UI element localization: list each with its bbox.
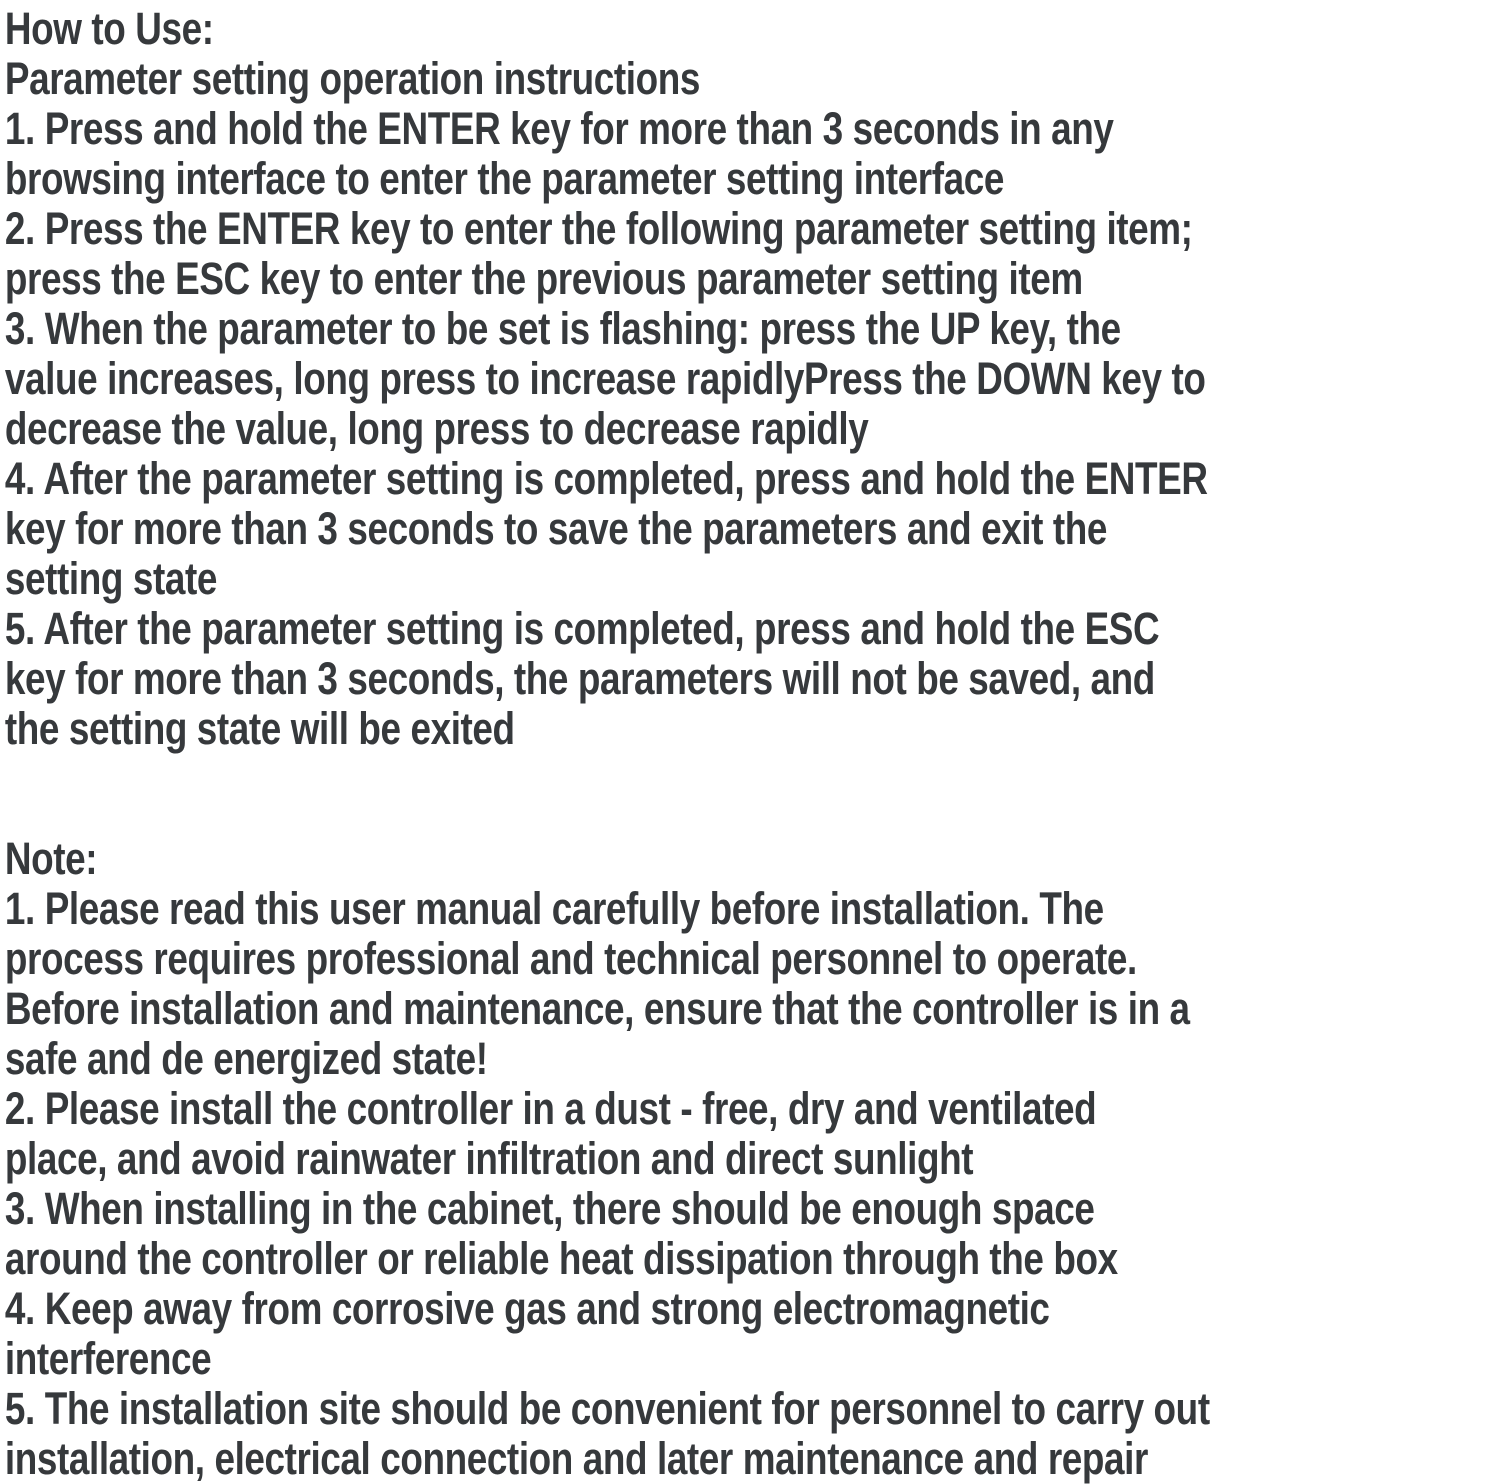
text-line: setting state [4, 553, 217, 604]
text-line: 1. Please read this user manual carefully before installation. The [4, 883, 1104, 934]
text-line: Parameter setting operation instructions [4, 53, 701, 104]
text-line: Note: [4, 833, 98, 884]
text-line: 1. Press and hold the ENTER key for more than 3 seconds in any [4, 103, 1114, 154]
text-line: 5. The installation site should be convenient for personnel to carry out [4, 1383, 1210, 1434]
text-line: installation, electrical connection and later maintenance and repair [4, 1433, 1148, 1484]
text-line: the setting state will be exited [4, 703, 515, 754]
text-line: safe and de energized state! [4, 1033, 488, 1084]
text-line: Before installation and maintenance, ensure that the controller is in a [4, 983, 1190, 1034]
text-line: interference [4, 1333, 212, 1384]
text-line: 3. When installing in the cabinet, there should be enough space [4, 1183, 1095, 1234]
text-line: press the ESC key to enter the previous parameter setting item [4, 253, 1083, 304]
text-line: 5. After the parameter setting is completed, press and hold the ESC [4, 603, 1160, 654]
text-line: around the controller or reliable heat dissipation through the box [4, 1233, 1118, 1284]
text-line: browsing interface to enter the parameter setting interface [4, 153, 1004, 204]
text-line: 4. After the parameter setting is completed, press and hold the ENTER [4, 453, 1208, 504]
text-line: How to Use: [4, 3, 214, 54]
text-line: key for more than 3 seconds to save the parameters and exit the [4, 503, 1107, 554]
text-line: place, and avoid rainwater infiltration and direct sunlight [4, 1133, 974, 1184]
text-line: 3. When the parameter to be set is flashing: press the UP key, the [4, 303, 1121, 354]
section-how-to-use [5, 4, 1500, 754]
text-line: 2. Please install the controller in a dust - free, dry and ventilated [4, 1083, 1097, 1134]
text-line: value increases, long press to increase rapidlyPress the DOWN key to [4, 353, 1206, 404]
text-line: 4. Keep away from corrosive gas and strong electromagnetic [4, 1283, 1050, 1334]
text-line: key for more than 3 seconds, the parameters will not be saved, and [4, 653, 1155, 704]
text-line: 2. Press the ENTER key to enter the following parameter setting item; [4, 203, 1193, 254]
text-line: process requires professional and technical personnel to operate. [4, 933, 1137, 984]
text-line: decrease the value, long press to decrease rapidly [4, 403, 869, 454]
section-note [5, 834, 1500, 1484]
